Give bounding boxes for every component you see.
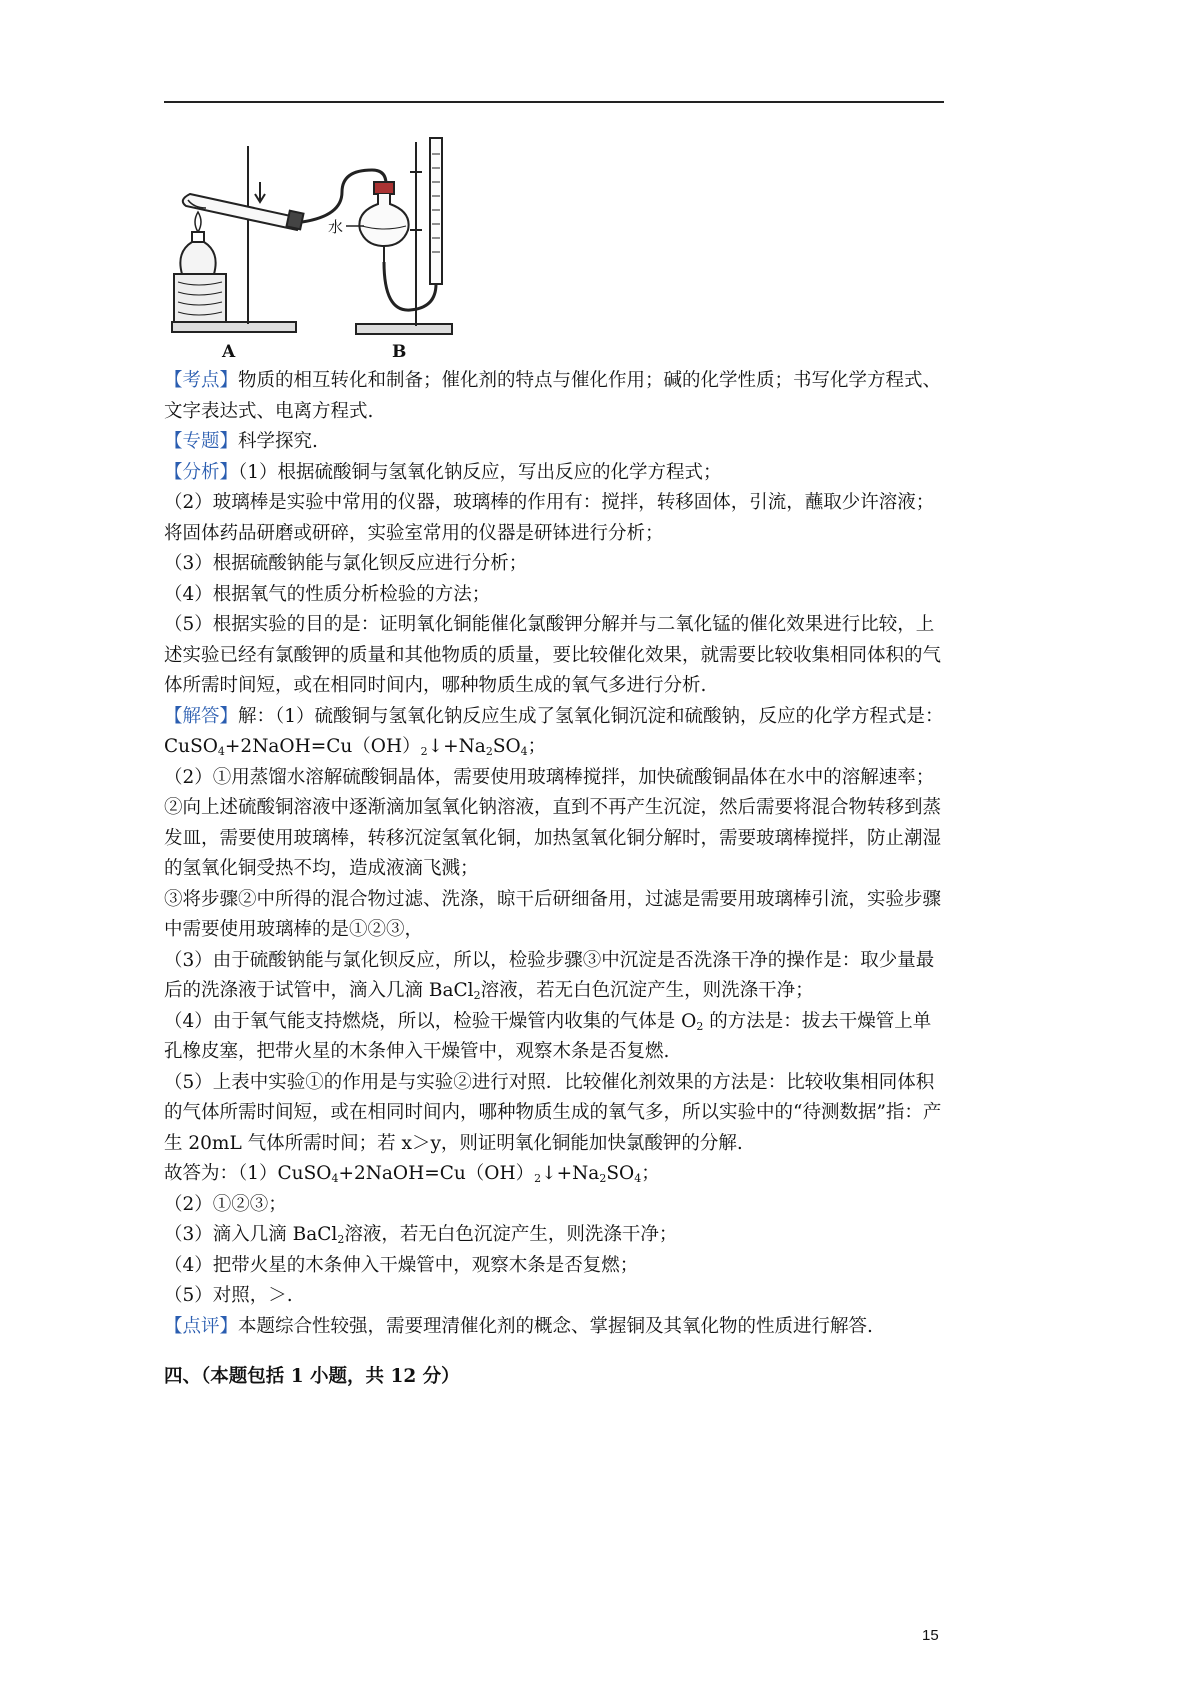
jieda-text: +2NaOH=Cu（OH） — [338, 1163, 535, 1184]
zhuanti-paragraph — [164, 427, 944, 458]
subscript: 2 — [534, 1172, 542, 1185]
jieda-paragraph-5 — [164, 946, 944, 1007]
jieda-text: +2NaOH=Cu（OH） — [224, 736, 421, 757]
jieda-text: （4）由于氧气能支持燃烧，所以，检验干燥管内收集的气体是 O — [164, 1010, 697, 1032]
subscript: 4 — [331, 1172, 339, 1185]
apparatus-drawing — [160, 134, 460, 370]
jieda-paragraph-6 — [164, 1007, 944, 1068]
section-title: 四、（本题包括 1 小题，共 12 分） — [164, 1366, 460, 1387]
jieda-text: 解：（1）硫酸铜与氢氧化钠反应生成了氢氧化铜沉淀和硫酸钠，反应的化学方程式是：CuSO — [164, 705, 944, 757]
fenxi-line-4: （4）根据氧气的性质分析检验的方法； — [164, 583, 491, 605]
jieda-text: 溶液，若无白色沉淀产生，则洗涤干净； — [480, 980, 814, 1001]
dianping-paragraph — [164, 1312, 944, 1343]
fenxi-line-5: （5）根据实验的目的是：证明氧化铜能催化氯酸钾分解并与二氧化锰的催化效果进行比较，上述实验已经有氯酸钾的质量和其他物质的质量，要比较催化效果，就需要比较收集相同体积的气体所需时间短，或在相同时间内，哪种物质生成的氧气多进行分析. — [164, 614, 942, 696]
jieda-tag: 【解答】 — [164, 705, 239, 727]
fenxi-line-2: （2）玻璃棒是实验中常用的仪器，玻璃棒的作用有：搅拌，转移固体，引流，蘸取少许溶液；将固体药品研磨或研碎，实验室常用的仪器是研钵进行分析； — [164, 492, 935, 544]
jieda-text: （3）由于硫酸钠能与氯化钡反应，所以，检验步骤③中沉淀是否洗涤干净的操作是：取少量最后的洗涤液于试管中，滴入几滴 BaCl — [164, 949, 935, 1001]
fenxi-tag: 【分析】 — [164, 461, 239, 483]
zhuanti-text: 科学探究. — [238, 431, 318, 452]
jieda-text: ↓+Na — [541, 1163, 600, 1184]
kaodian-paragraph — [164, 366, 944, 427]
jieda-text: 的方法是：拔去干燥管上单孔橡皮塞，把带火星的木条伸入干燥管中，观察木条是否复燃. — [164, 1010, 932, 1062]
subscript: 2 — [485, 745, 493, 758]
dianping-text: 本题综合性较强，需要理清催化剂的概念、掌握铜及其氧化物的性质进行解答. — [238, 1315, 873, 1337]
jieda-paragraph-7: （5）上表中实验①的作用是与实验②进行对照．比较催化剂效果的方法是：比较收集相同体积的气体所需时间短，或在相同时间内，哪种物质生成的氧气多，所以实验中的“待测数据”指：产生 20mL 气体所需时间；若 x＞y，则证明氧化铜能加快氯酸钾的分解. — [164, 1071, 942, 1154]
answer-line-2: （2）①②③； — [164, 1193, 287, 1215]
apparatus-figure — [160, 134, 460, 370]
jieda-text: （3）滴入几滴 BaCl — [164, 1224, 338, 1245]
jieda-text: ； — [641, 1163, 660, 1184]
answer-line-5: （5）对照，＞. — [164, 1285, 293, 1306]
subscript: 4 — [520, 745, 528, 758]
jieda-text: 故答为：（1）CuSO — [164, 1163, 332, 1184]
answer-line-4: （4）把带火星的木条伸入干燥管中，观察木条是否复燃； — [164, 1254, 639, 1276]
zhuanti-tag: 【专题】 — [164, 431, 239, 452]
header-rule — [164, 101, 944, 103]
jieda-text: 溶液，若无白色沉淀产生，则洗涤干净； — [344, 1224, 678, 1245]
dianping-tag: 【点评】 — [164, 1315, 239, 1337]
kaodian-text: 物质的相互转化和制备；催化剂的特点与催化作用；碱的化学性质；书写化学方程式、文字表达式、电离方程式. — [164, 370, 942, 422]
fenxi-line-3: （3）根据硫酸钠能与氯化钡反应进行分析； — [164, 553, 528, 574]
jieda-paragraph-2: （2）①用蒸馏水溶解硫酸铜晶体，需要使用玻璃棒搅拌，加快硫酸铜晶体在水中的溶解速率； — [164, 766, 935, 788]
fenxi-paragraph — [164, 458, 944, 489]
subscript: 2 — [420, 745, 428, 758]
label-a: A — [222, 342, 236, 362]
jieda-text: ↓+Na — [427, 736, 486, 757]
jieda-text: SO — [606, 1163, 635, 1184]
kaodian-tag: 【考点】 — [164, 370, 239, 391]
jieda-paragraph-1 — [164, 702, 944, 763]
jieda-paragraph-3: ②向上述硫酸铜溶液中逐渐滴加氢氧化钠溶液，直到不再产生沉淀，然后需要将混合物转移到蒸发皿，需要使用玻璃棒，转移沉淀氢氧化铜，加热氢氧化铜分解时，需要玻璃棒搅拌，防止潮湿的氢氧化铜受热不均，造成液滴飞溅； — [164, 797, 942, 879]
jieda-text: ； — [527, 736, 547, 757]
jieda-text: SO — [492, 736, 521, 757]
subscript: 2 — [473, 989, 481, 1002]
subscript: 2 — [599, 1172, 607, 1185]
subscript: 2 — [337, 1233, 345, 1246]
answer-content — [164, 366, 944, 1342]
label-b: B — [392, 342, 407, 362]
answer-line-1 — [164, 1159, 944, 1190]
subscript: 2 — [696, 1019, 704, 1033]
page-number: 15 — [922, 1627, 939, 1644]
answer-line-3 — [164, 1220, 944, 1251]
subscript: 4 — [217, 745, 225, 758]
subscript: 4 — [634, 1172, 642, 1185]
jieda-paragraph-4: ③将步骤②中所得的混合物过滤、洗涤，晾干后研细备用，过滤是需要用玻璃棒引流，实验步骤中需要使用玻璃棒的是①②③， — [164, 888, 942, 940]
water-label: 水 — [328, 218, 344, 236]
fenxi-line-1: （1）根据硫酸铜与氢氧化钠反应，写出反应的化学方程式； — [238, 461, 722, 483]
